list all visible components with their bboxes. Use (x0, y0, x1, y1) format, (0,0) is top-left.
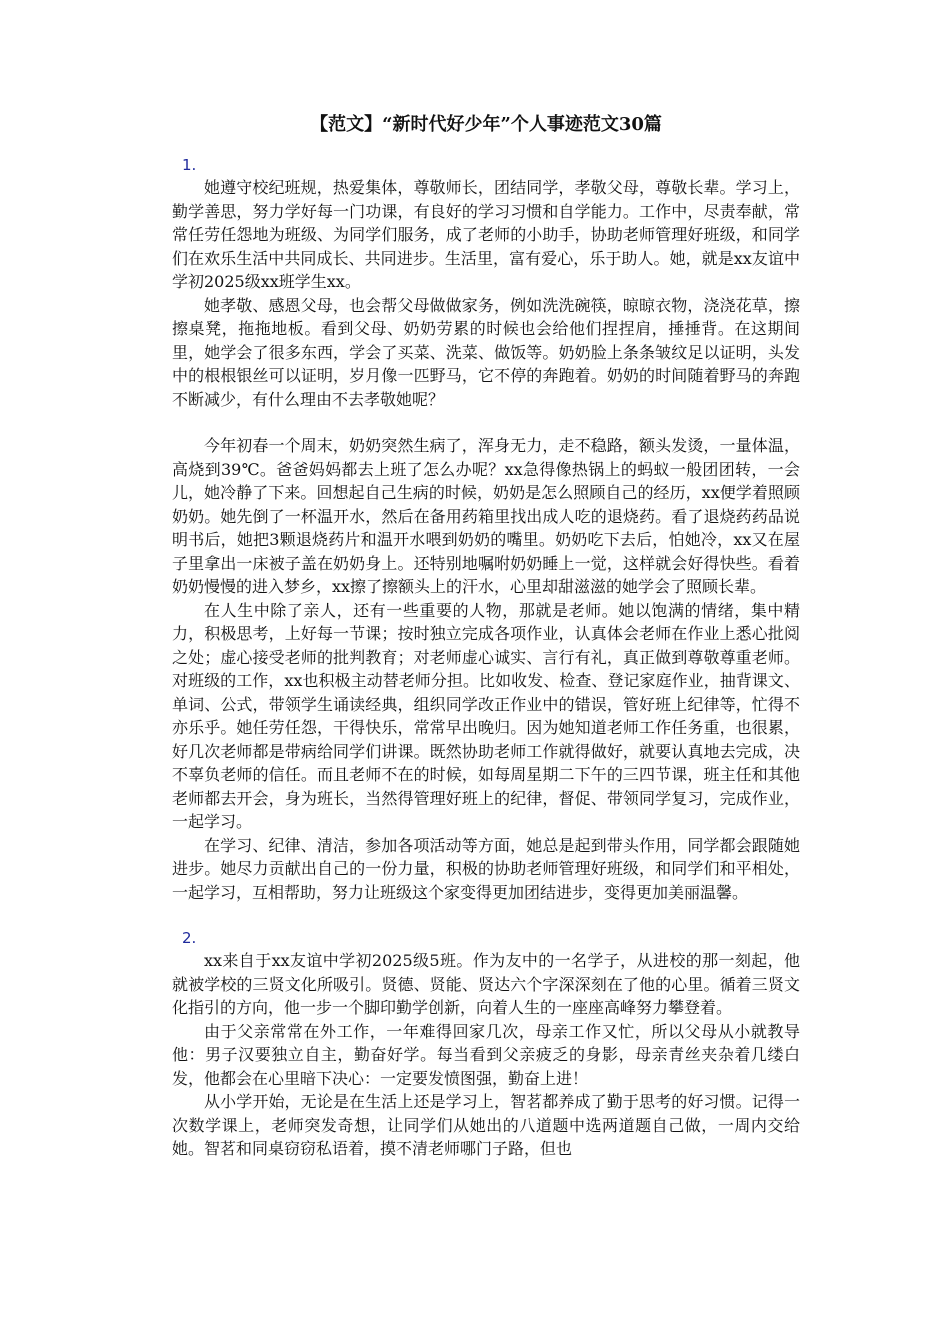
paragraph-spacer (172, 411, 800, 434)
section-number-2: 2. (182, 929, 197, 947)
document-title: 【范文】“新时代好少年”个人事迹范文30篇 (310, 114, 662, 135)
section-number-1: 1. (182, 156, 197, 174)
paragraph: 在学习、纪律、清洁，参加各项活动等方面，她总是起到带头作用，同学都会跟随她进步。她尽力贡献出自己的一份力量，积极的协助老师管理好班级，和同学们和平相处，一起学习，互相帮助，努力让班级这个家变得更加团结进步，变得更加美丽温馨。 (172, 835, 800, 902)
paragraph: 在人生中除了亲人，还有一些重要的人物，那就是老师。她以饱满的情绪，集中精力，积极思考，上好每一节课；按时独立完成各项作业，认真体会老师在作业上悉心批阅之处；虚心接受老师的批判教育；对老师虚心诚实、言行有礼，真正做到尊敬尊重老师。对班级的工作，xx也积极主动替老师分担。比如收发、检查、登记家庭作业，抽背课文、单词、公式，带领学生诵读经典，组织同学改正作业中的错误，管好班上纪律等，忙得不亦乐乎。她任劳任怨，干得快乐，常常早出晚归。因为她知道老师工作任务重，也很累，好几次老师都是带病给同学们讲课。既然协助老师工作就得做好，就要认真地去完成，决不辜负老师的信任。而且老师不在的时候，如每周星期二下午的三四节课，班主任和其他老师都去开会，身为班长，当然得管理好班上的纪律，督促、带领同学复习，完成作业，一起学习。 (172, 600, 800, 831)
paragraph: 她遵守校纪班规，热爱集体，尊敬师长，团结同学，孝敬父母，尊敬长辈。学习上，勤学善思，努力学好每一门功课，有良好的学习习惯和自学能力。工作中，尽责奉献，常常任劳任怨地为班级、为同学们服务，成了老师的小助手，协助老师管理好班级，和同学们在欢乐生活中共同成长、共同进步。生活里，富有爱心，乐于助人。她，就是xx友谊中学初2025级xx班学生xx。 (172, 178, 800, 291)
paragraph: 由于父亲常常在外工作，一年难得回家几次，母亲工作又忙，所以父母从小就教导他：男子汉要独立自主，勤奋好学。每当看到父亲疲乏的身影，母亲青丝夹杂着几缕白发，他都会在心里暗下决心：一定要发愤图强，勤奋上进！ (172, 1021, 800, 1088)
paragraph: xx来自于xx友谊中学初2025级5班。作为友中的一名学子，从进校的那一刻起，他就被学校的三贤文化所吸引。贤德、贤能、贤达六个字深深刻在了他的心里。循着三贤文化指引的方向，他一步一个脚印勤学创新，向着人生的一座座高峰努力攀登着。 (172, 951, 800, 1017)
document-page (172, 112, 800, 1161)
paragraph: 从小学开始，无论是在生活上还是学习上，智茗都养成了勤于思考的好习惯。记得一次数学课上，老师突发奇想，让同学们从她出的八道题中选两道题自己做，一周内交给她。智茗和同桌窃窃私语着，摸不清老师哪门子路，但也 (172, 1092, 800, 1158)
paragraph: 今年初春一个周末，奶奶突然生病了，浑身无力，走不稳路，额头发烫，一量体温，高烧到39℃。爸爸妈妈都去上班了怎么办呢？xx急得像热锅上的蚂蚁一般团团转，一会儿，她冷静了下来。回想起自己生病的时候，奶奶是怎么照顾自己的经历，xx便学着照顾奶奶。她先倒了一杯温开水，然后在备用药箱里找出成人吃的退烧药。看了退烧药药品说明书后，她把3颗退烧药片和温开水喂到奶奶的嘴里。奶奶吃下去后，怕她冷，xx又在屋子里拿出一床被子盖在奶奶身上。还特别地嘱咐奶奶睡上一觉，这样就会好得快些。看着奶奶慢慢的进入梦乡，xx擦了擦额头上的汗水，心里却甜滋滋的她学会了照顾长辈。 (172, 436, 800, 596)
section-spacer (172, 904, 800, 927)
paragraph: 她孝敬、感恩父母，也会帮父母做做家务，例如洗洗碗筷，晾晾衣物，浇浇花草，擦擦桌凳，拖拖地板。看到父母、奶奶劳累的时候也会给他们捏捏肩，捶捶背。在这期间里，她学会了很多东西，学会了买菜、洗菜、做饭等。奶奶脸上条条皱纹足以证明，头发中的根根银丝可以证明，岁月像一匹野马，它不停的奔跑着。奶奶的时间随着野马的奔跑不断减少，有什么理由不去孝敬她呢？ (172, 295, 800, 409)
